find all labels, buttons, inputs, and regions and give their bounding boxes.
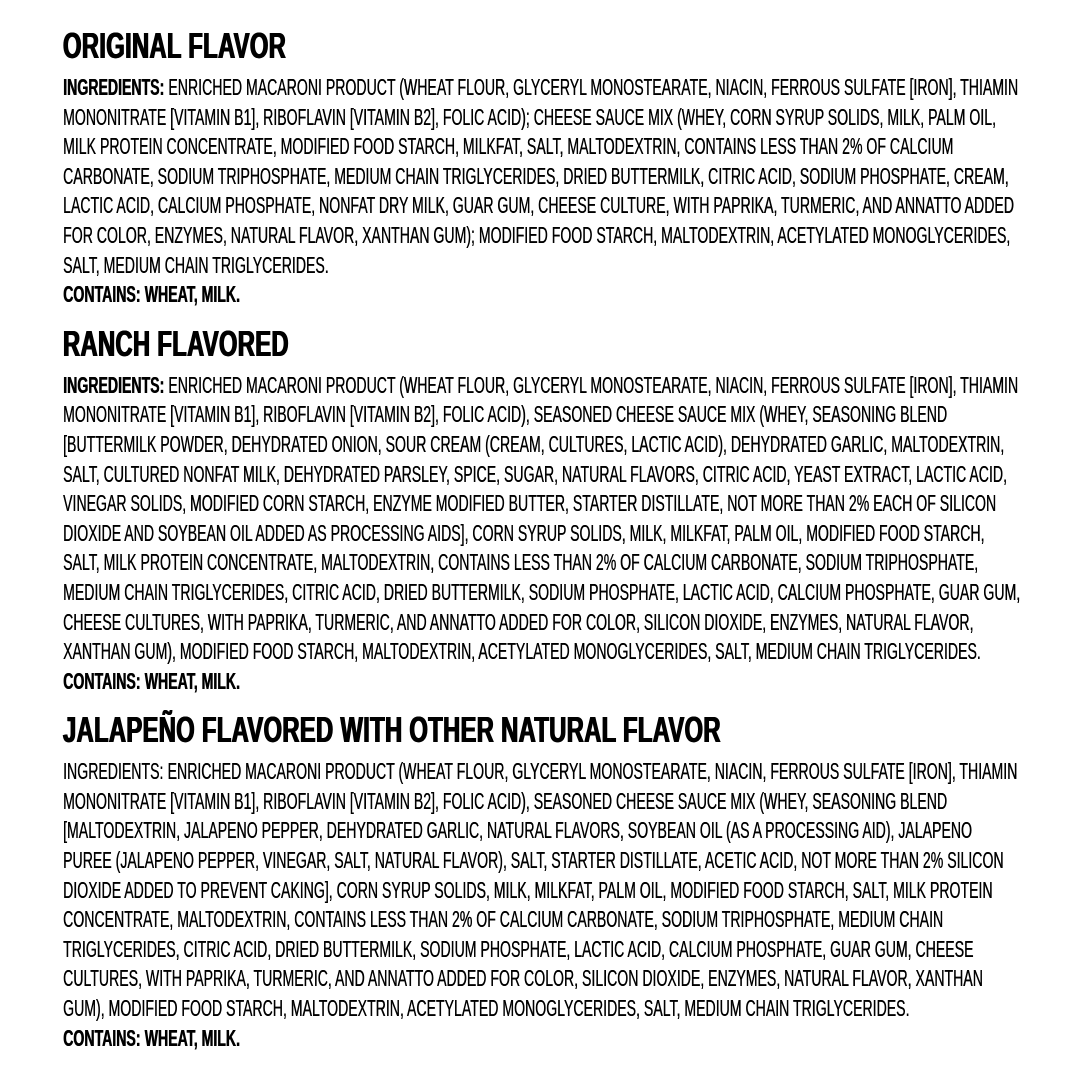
section-heading-text: ORIGINAL FLAVOR [63, 25, 287, 66]
section-heading [63, 324, 1022, 364]
contains-line [63, 667, 1022, 697]
contains-text: WHEAT, MILK. [144, 281, 240, 308]
ingredients-label: INGREDIENTS: [63, 74, 165, 100]
ingredients-paragraph [63, 757, 1022, 1023]
section-heading [63, 710, 1022, 750]
section-original-flavor [63, 26, 1022, 310]
section-ranch-flavored [63, 324, 1022, 697]
contains-line [63, 280, 1022, 310]
section-heading [63, 26, 1022, 66]
section-body [63, 73, 1022, 310]
ingredients-text: ENRICHED MACARONI PRODUCT (WHEAT FLOUR, GLYCERYL MONOSTEARATE, NIACIN, FERROUS SULFATE [IRON], THIAMIN MONONITRATE [VITAMIN B1], RIBOFLAVIN [VITAMIN B2], FOLIC ACID); CHEESE SAUCE MIX (WHEY, CORN SYRUP SOLIDS, MILK, PALM OIL, MILK PROTEIN CONCENTRATE, MODIFIED FOOD STARCH, MILKFAT, SALT, MALTODEXTRIN, CONTAINS LESS THAN 2% OF CALCIUM CARBONATE, SODIUM TRIPHOSPHATE, MEDIUM CHAIN TRIGLYCERIDES, DRIED BUTTERMILK, CITRIC ACID, SODIUM PHOSPHATE, CREAM, LACTIC ACID, CALCIUM PHOSPHATE, NONFAT DRY MILK, GUAR GUM, CHEESE CULTURE, WITH PAPRIKA, TURMERIC, AND ANNATTO ADDED FOR COLOR, ENZYMES, NATURAL FLAVOR, XANTHAN GUM); MODIFIED FOOD STARCH, MALTODEXTRIN, ACETYLATED MONOGLYCERIDES, SALT, MEDIUM CHAIN TRIGLYCERIDES. [63, 74, 1019, 278]
ingredients-label: INGREDIENTS: [63, 758, 164, 785]
ingredients-text: ENRICHED MACARONI PRODUCT (WHEAT FLOUR, GLYCERYL MONOSTEARATE, NIACIN, FERROUS SULFATE [IRON], THIAMIN MONONITRATE [VITAMIN B1], RIBOFLAVIN [VITAMIN B2], FOLIC ACID), SEASONED CHEESE SAUCE MIX (WHEY, SEASONING BLEND [BUTTERMILK POWDER, DEHYDRATED ONION, SOUR CREAM (CREAM, CULTURES, LACTIC ACID), DEHYDRATED GARLIC, MALTODEXTRIN, SALT, CULTURED NONFAT MILK, DEHYDRATED PARSLEY, SPICE, SUGAR, NATURAL FLAVORS, CITRIC ACID, YEAST EXTRACT, LACTIC ACID, VINEGAR SOLIDS, MODIFIED CORN STARCH, ENZYME MODIFIED BUTTER, STARTER DISTILLATE, NOT MORE THAN 2% EACH OF SILICON DIOXIDE AND SOYBEAN OIL ADDED AS PROCESSING AIDS], CORN SYRUP SOLIDS, MILK, MILKFAT, PALM OIL, MODIFIED FOOD STARCH, SALT, MILK PROTEIN CONCENTRATE, MALTODEXTRIN, CONTAINS LESS THAN 2% OF CALCIUM CARBONATE, SODIUM TRIPHOSPHATE, MEDIUM CHAIN TRIGLYCERIDES, CITRIC ACID, DRIED BUTTERMILK, SODIUM PHOSPHATE, LACTIC ACID, CALCIUM PHOSPHATE, GUAR GUM, CHEESE CULTURES, WITH PAPRIKA, TURMERIC, AND ANNATTO ADDED FOR COLOR, SILICON DIOXIDE, ENZYMES, NATURAL FLAVOR, XANTHAN GUM), MODIFIED FOOD STARCH, MALTODEXTRIN, ACETYLATED MONOGLYCERIDES, SALT, MEDIUM CHAIN TRIGLYCERIDES. [63, 371, 1021, 665]
ingredients-paragraph [63, 73, 1022, 280]
contains-label: CONTAINS: [63, 1024, 141, 1051]
contains-text: WHEAT, MILK. [144, 1024, 240, 1051]
section-heading-text: RANCH FLAVORED [63, 322, 289, 364]
contains-text: WHEAT, MILK. [144, 667, 240, 694]
contains-line [63, 1024, 1022, 1054]
ingredients-paragraph [63, 371, 1022, 667]
contains-label: CONTAINS: [63, 667, 141, 694]
ingredients-text: ENRICHED MACARONI PRODUCT (WHEAT FLOUR, GLYCERYL MONOSTEARATE, NIACIN, FERROUS SULFATE [IRON], THIAMIN MONONITRATE [VITAMIN B1], RIBOFLAVIN [VITAMIN B2], FOLIC ACID), SEASONED CHEESE SAUCE MIX (WHEY, SEASONING BLEND [MALTODEXTRIN, JALAPENO PEPPER, DEHYDRATED GARLIC, NATURAL FLAVORS, SOYBEAN OIL (AS A PROCESSING AID), JALAPENO PUREE (JALAPENO PEPPER, VINEGAR, SALT, NATURAL FLAVOR), SALT, STARTER DISTILLATE, ACETIC ACID, NOT MORE THAN 2% SILICON DIOXIDE ADDED TO PREVENT CAKING], CORN SYRUP SOLIDS, MILK, MILKFAT, PALM OIL, MODIFIED FOOD STARCH, SALT, MILK PROTEIN CONCENTRATE, MALTODEXTRIN, CONTAINS LESS THAN 2% OF CALCIUM CARBONATE, SODIUM TRIPHOSPHATE, MEDIUM CHAIN TRIGLYCERIDES, CITRIC ACID, DRIED BUTTERMILK, SODIUM PHOSPHATE, LACTIC ACID, CALCIUM PHOSPHATE, GUAR GUM, CHEESE CULTURES, WITH PAPRIKA, TURMERIC, AND ANNATTO ADDED FOR COLOR, SILICON DIOXIDE, ENZYMES, NATURAL FLAVOR, XANTHAN GUM), MODIFIED FOOD STARCH, MALTODEXTRIN, ACETYLATED MONOGLYCERIDES, SALT, MEDIUM CHAIN TRIGLYCERIDES. [63, 758, 1018, 1022]
section-body [63, 371, 1022, 697]
ingredients-label: INGREDIENTS: [63, 371, 165, 398]
section-jalapeno-flavored [63, 710, 1022, 1053]
contains-label: CONTAINS: [63, 281, 141, 308]
section-body [63, 757, 1022, 1053]
section-heading-text: JALAPEÑO FLAVORED WITH OTHER NATURAL FLAVOR [63, 709, 721, 751]
